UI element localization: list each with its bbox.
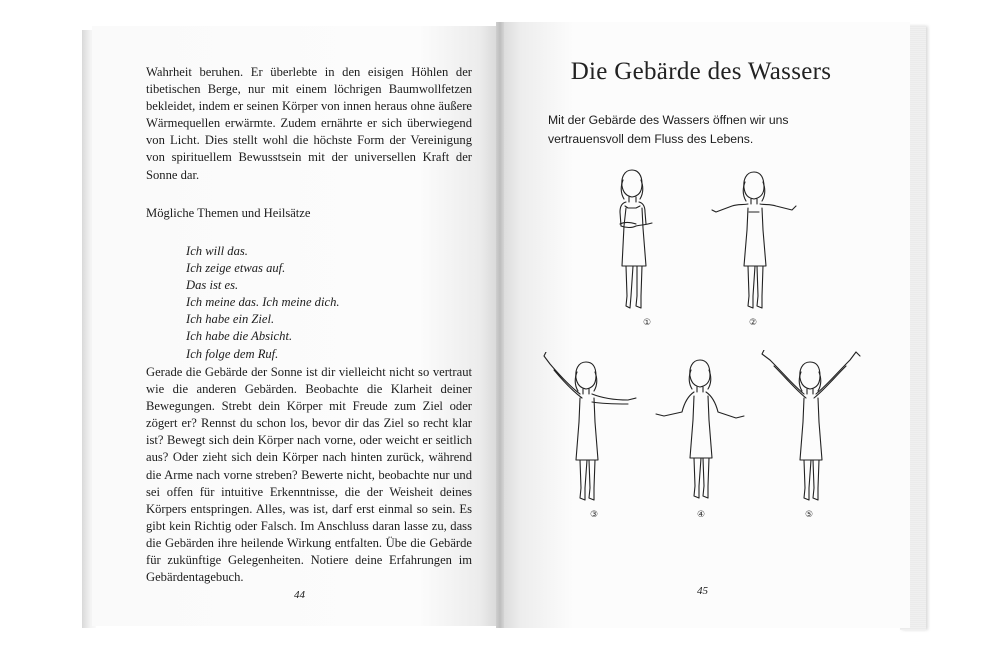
page-title: Die Gebärde des Wassers xyxy=(570,58,832,85)
section-heading: Mögliche Themen und Heilsätze xyxy=(146,206,311,220)
page-number-left: 44 xyxy=(294,589,305,601)
page-number-right: 45 xyxy=(697,585,708,597)
figure-1-illustration xyxy=(606,166,670,314)
healing-sentence: Das ist es. xyxy=(186,278,239,293)
figure-5-illustration xyxy=(758,350,862,502)
healing-sentence: Ich habe die Absicht. xyxy=(186,329,293,344)
figure-3-illustration xyxy=(536,352,642,504)
healing-sentences-list xyxy=(186,243,340,363)
healing-sentence: Ich will das. xyxy=(186,244,248,258)
figure-number: ④ xyxy=(696,510,706,520)
figure-4-illustration xyxy=(654,354,746,504)
figure-2-illustration xyxy=(710,168,798,314)
figure-number: ⑤ xyxy=(804,510,814,520)
healing-sentence: Ich meine das. Ich meine dich. xyxy=(186,295,340,310)
left-paragraph-2: Gerade die Gebärde der Sonne ist dir vielleicht nicht so vertraut wie die anderen Gebärden. Beobachte die Klarheit deiner Bewegungen. Strebt dein Körper mit Freude zum Ziel oder zögert er? Rennst du schon los, bevor dir das Ziel so recht klar ist? Bewegt sich dein Körper nach vorne, oder weicht er seitlich aus? Oder zieht sich dein Körper nach hinten zurück, während die Arme nach vorne streben? Bewerte nicht, beobachte nur und sei offen für intuitive Erkenntnisse, die der Weisheit deines Körpers entspringen. Alles, was ist, darf erst einmal so sein. Es gibt kein Richtig oder Falsch. Im Anschluss daran lasse zu, dass die Gebärden ihre heilende Wirkung entfalten. Übe die Gebärde für zukünftige Gelegenheiten. Notiere deine Erfahrungen im Gebärdentagebuch. xyxy=(146,365,472,585)
healing-sentence: Ich habe ein Ziel. xyxy=(186,312,275,327)
healing-sentence: Ich folge dem Ruf. xyxy=(186,346,279,361)
figure-number: ③ xyxy=(589,510,599,520)
left-paragraph-1: Wahrheit beruhen. Er überlebte in den eisigen Höhlen der tibetischen Berge, nur mit einem löchrigen Baumwollfetzen bekleidet, indem er seinen Körper von innen heraus ohne äußere Wärmequellen erwärmte. Zudem ernährte er sich überwiegend von Licht. Dies stellt wohl die höchste Form der Vereinigung von spirituellem Bewusstsein mit der universellen Kraft der Sonne dar. xyxy=(146,65,472,182)
healing-sentence: Ich zeige etwas auf. xyxy=(186,261,286,276)
figure-number: ① xyxy=(642,318,652,328)
figure-number: ② xyxy=(748,318,758,328)
book-gutter xyxy=(496,22,504,628)
intro-text: Mit der Gebärde des Wassers öffnen wir uns vertrauensvoll dem Fluss des Lebens. xyxy=(548,113,789,146)
